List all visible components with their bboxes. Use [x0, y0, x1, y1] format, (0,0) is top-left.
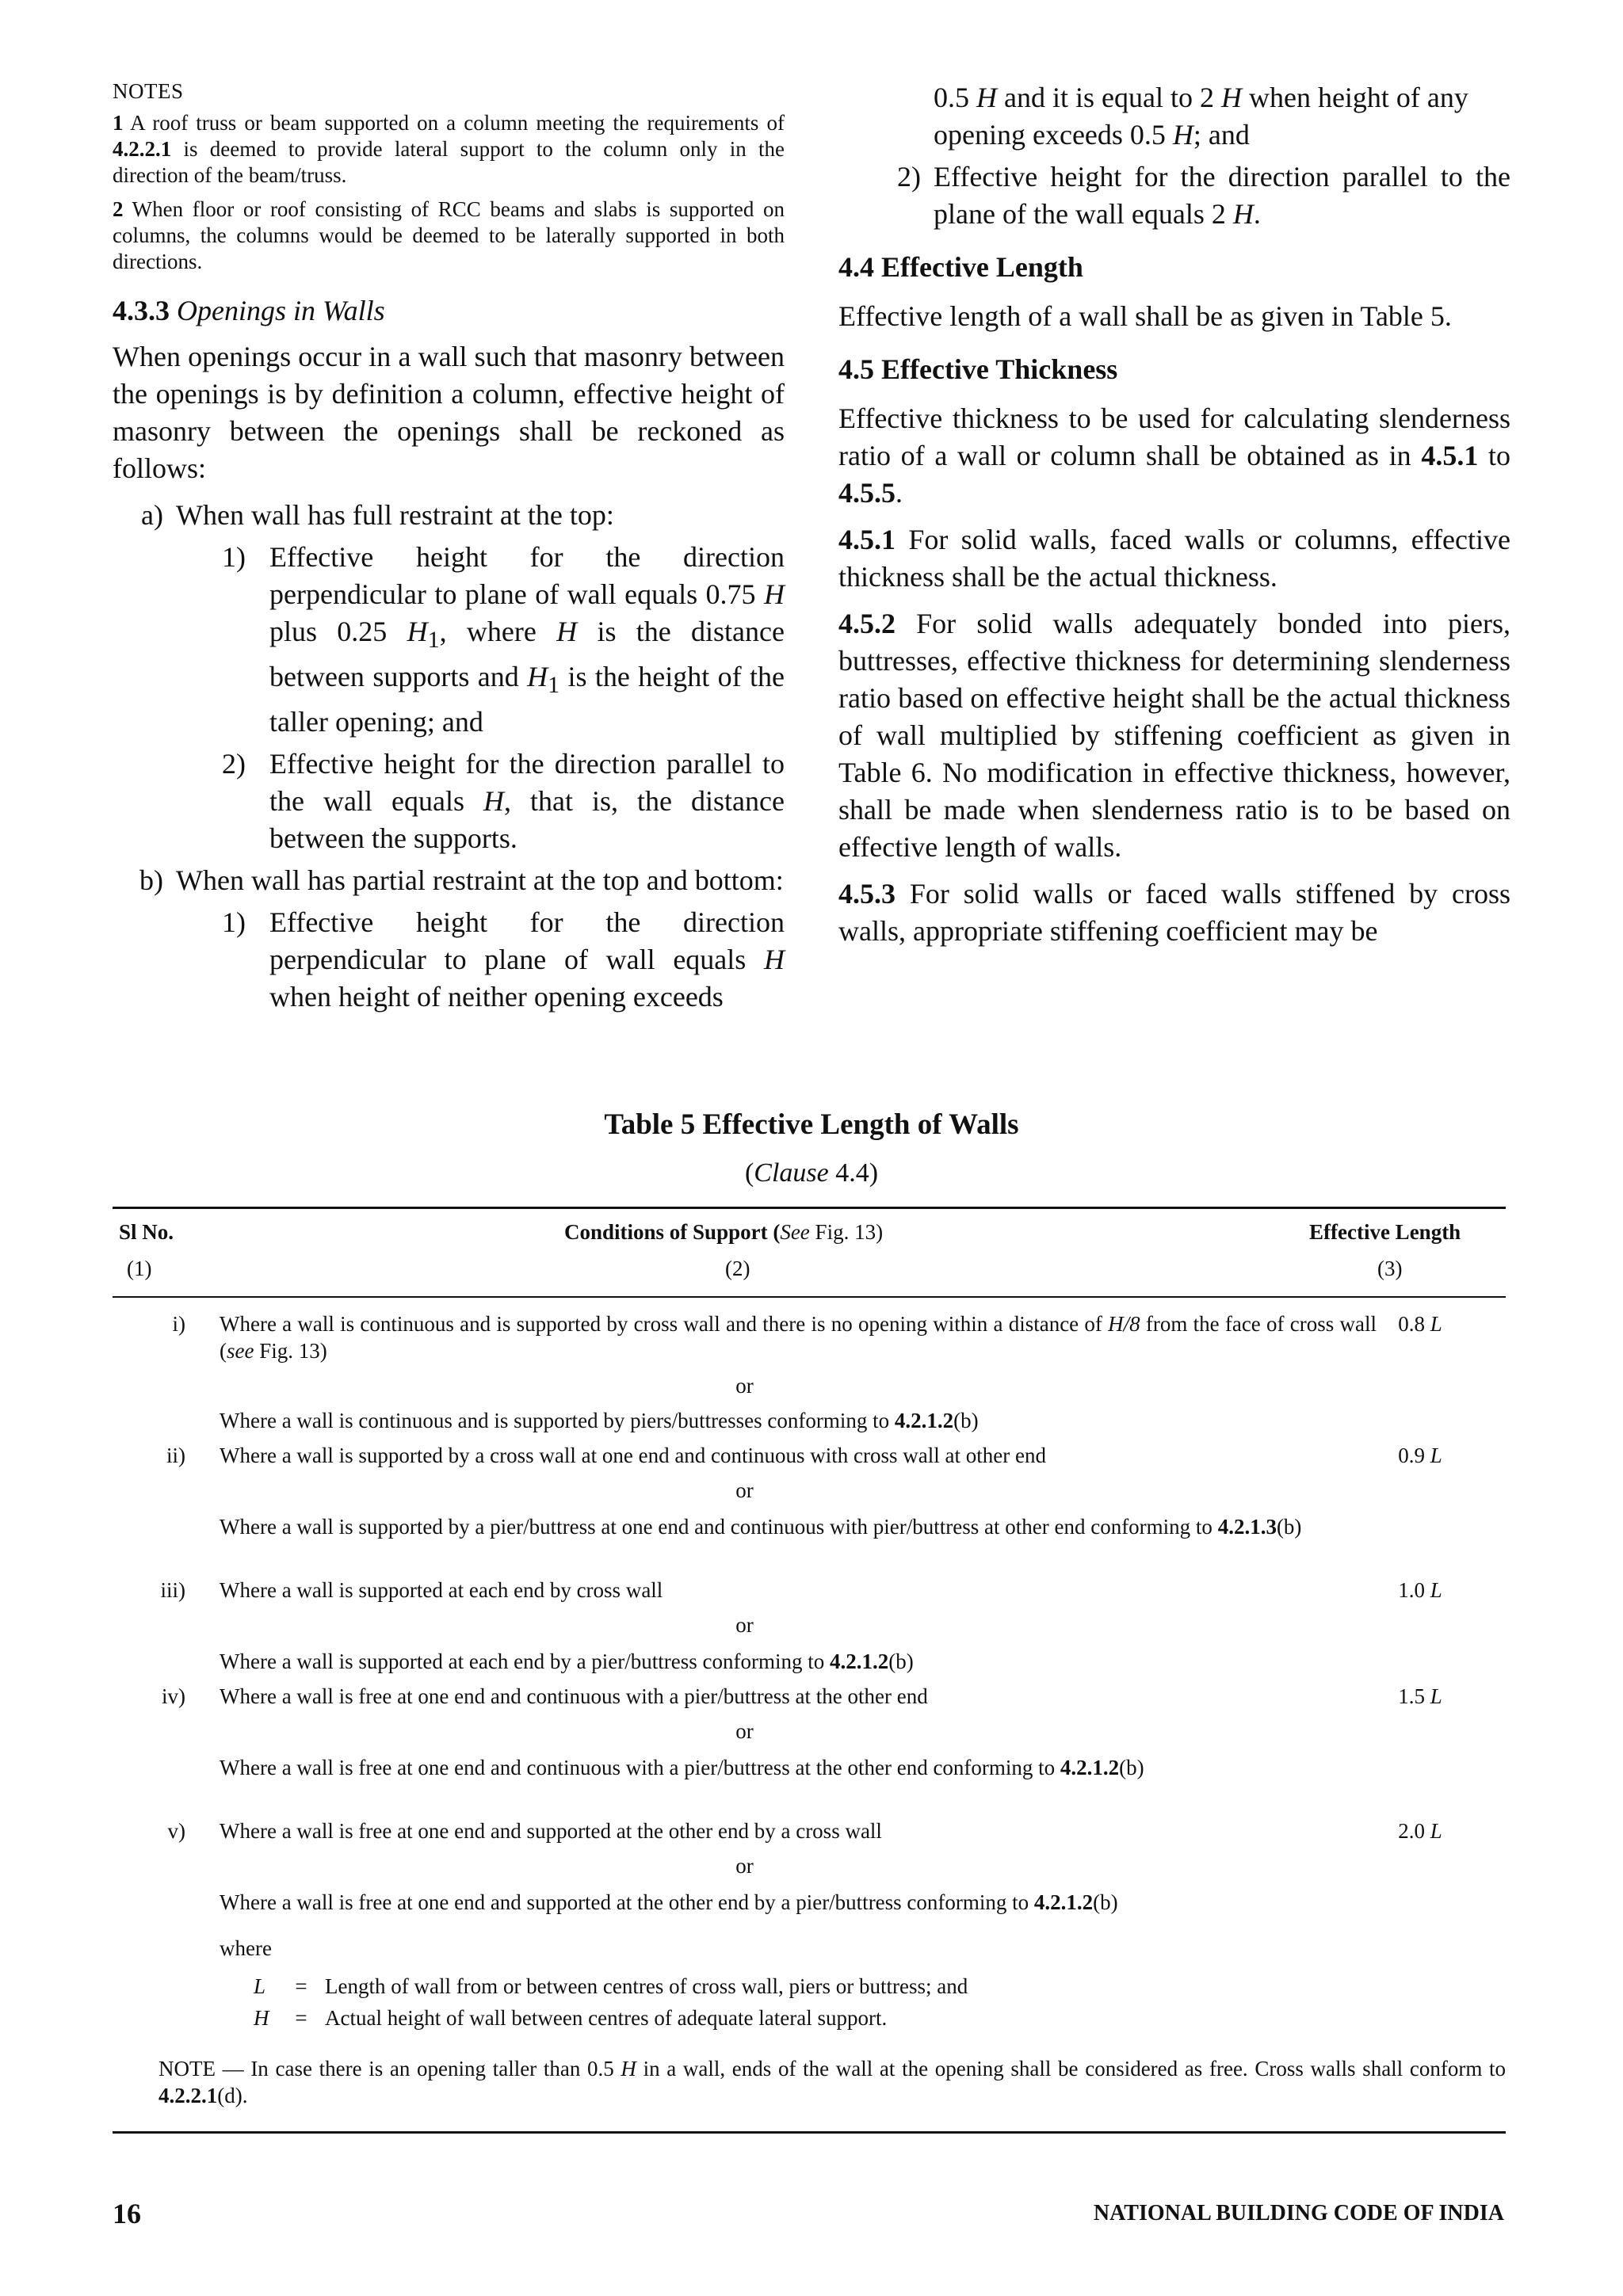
or-separator: or: [735, 1719, 754, 1743]
note-1: 1 A roof truss or beam supported on a column meeting the requirements of 4.2.2.1 is deemed to provide lateral support to the column only in the direction of the beam/truss.: [113, 111, 785, 187]
col-header-effective-length: Effective Length: [1309, 1220, 1461, 1244]
col-header-sl-no: Sl No.: [119, 1220, 174, 1244]
item-b1: 1) Effective height for the direction perpendicular to plane of wall equals H when height of neither opening exceeds: [222, 906, 785, 1013]
section-4-5-text: Effective thickness to be used for calculating slenderness ratio of a wall or column shall be obtained as in 4.5.1 to 4.5.5.: [838, 402, 1510, 509]
col-num-1: (1): [127, 1257, 152, 1280]
item-b1-continued: 0.5 H and it is equal to 2 H when height of any opening exceeds 0.5 H; and: [934, 82, 1468, 151]
item-b: b) When wall has partial restraint at the top and bottom:: [139, 864, 784, 897]
notes-heading: NOTES: [113, 79, 184, 103]
section-4-5-1: 4.5.1 For solid walls, faced walls or columns, effective thickness shall be the actual thickness.: [838, 524, 1510, 593]
running-footer: NATIONAL BUILDING CODE OF INDIA: [1093, 2201, 1504, 2225]
table-title: Table 5 Effective Length of Walls: [604, 1108, 1019, 1141]
item-a2: 2) Effective height for the direction parallel to the wall equals H, that is, the distance between the supports.: [222, 748, 785, 855]
or-separator: or: [735, 1374, 754, 1398]
item-a1: 1) Effective height for the direction perpendicular to plane of wall equals 0.75 H plus 0.25 $H_1$, where H is the distance between supports and $H_1$ is the height of the taller opening; and: [222, 541, 785, 738]
section-4-5-heading: 4.5 Effective Thickness: [838, 353, 1118, 385]
or-separator: or: [735, 1478, 754, 1502]
section-4-4-heading: 4.4 Effective Length: [838, 251, 1083, 283]
item-a: a) When wall has full restraint at the top:: [141, 499, 614, 531]
where-label: where: [220, 1936, 272, 1960]
section-4-5-3: 4.5.3 For solid walls or faced walls stiffened by cross walls, appropriate stiffening coefficient may be: [838, 878, 1510, 947]
definition-H: H = Actual height of wall between centres of adequate lateral support.: [254, 2006, 888, 2030]
section-4-5-2: 4.5.2 For solid walls adequately bonded into piers, buttresses, effective thickness for determining slenderness ratio based on effective height shall be the actual thickness of wall multiplied by stiffening coefficient as given in Table 6. No modification in effective thickness, however, shall be made when slenderness ratio is to be based on effective length of walls.: [838, 608, 1510, 863]
openings-intro: When openings occur in a wall such that masonry between the openings is by definition a column, effective height of masonry between the openings shall be reckoned as follows:: [113, 341, 785, 484]
section-4-3-3-heading: 4.3.3 Openings in Walls: [113, 295, 385, 326]
right-column: [838, 79, 1510, 959]
table-bottom-rule: [113, 2131, 1506, 2134]
left-column: [113, 79, 785, 1020]
or-separator: or: [735, 1613, 754, 1637]
table-clause-ref: (Clause 4.4): [744, 1158, 879, 1188]
page-number: 16: [113, 2198, 141, 2229]
table-top-rule: [113, 1207, 1506, 1209]
col-num-3: (3): [1377, 1257, 1403, 1280]
table-header-rule: [113, 1296, 1506, 1298]
col-num-2: (2): [725, 1257, 750, 1280]
note-2: 2 When floor or roof consisting of RCC beams and slabs is supported on columns, the columns would be deemed to be laterally supported in both directions.: [113, 197, 785, 273]
or-separator: or: [735, 1854, 754, 1878]
item-b2: 2) Effective height for the direction parallel to the plane of the wall equals 2 H.: [897, 161, 1510, 230]
col-header-conditions: Conditions of Support (See Fig. 13): [564, 1220, 884, 1244]
section-4-4-text: Effective length of a wall shall be as given in Table 5.: [838, 300, 1452, 332]
definition-L: L = Length of wall from or between centres of cross wall, piers or buttress; and: [254, 1974, 968, 1998]
document-page: NOTES 1 A roof truss or beam supported on a column meeting the requirements of 4.2.2.1 is deemed to provide lateral support to the column only in the direction of the beam/truss. 2 When floor or roof consisting of RCC beams and slabs is supported on columns, the columns would be deemed to be laterally supported in both directions. 4.3.3 Openings in Walls When openings occur in a wall such that masonry between the openings is by definition a column, effective height of masonry between the openings shall be reckoned as follows: a) When wall has full restraint at the top: 1) Effective height for the direction perpendicular to plane of wall equals 0.75 H plus 0.25 $H_1$, where H is the distance between supports and $H_1$ is the height of the taller opening; and 2) Effective height for the direction parallel to the wall equals H, that is, the distance between the supports. b) When wall has partial restraint at the top and bottom: 1) Effective height for the direction perpendicular to plane of wall equals H when height of neither opening exceeds 0.5 H and it is equal to 2 H when height of any opening exceeds 0.5 H; and 2) Effective height for the direction parallel to the plane of the wall equals 2 H. 4.4 Effective Length Effective length of a wall shall be as given in Table 5. 4.5 Effective Thickness Effective thickness to be used for calculating slenderness ratio of a wall or column shall be obtained as in 4.5.1 to 4.5.5. 4.5.1 For solid walls, faced walls or columns, effective thickness shall be the actual thickness. 4.5.2 For solid walls adequately bonded into piers, buttresses, effective thickness for determining slenderness ratio based on effective height shall be the actual thickness of wall multiplied by stiffening coefficient as given in Table 6. No modification in effective thickness, however, shall be made when slenderness ratio is to be based on effective length of walls. 4.5.3 For solid walls or faced walls stiffened by cross walls, appropriate stiffening coefficient may be Table 5 Effective Length of Walls (Clause 4.4) Sl No. Conditions of Support (See Fig. 13) Effective Length (1) (2) (3) i) Where a wall is continuous and is supported by cross wall and there is no opening within a distance of H/8 from the face of cross wall (see Fig. 13) 0.8 L or Where a wall is continuous and is supported by piers/buttresses conforming to 4.2.1.2(b) ii) Where a wall is supported by a cross wall at one end and continuous with cross wall at other end 0.9 L or Where a wall is supported by a pier/buttress at one end and continuous with pier/buttress at other end conforming to 4.2.1.3(b) iii) Where a wall is supported at each end by cross wall 1.0 L or Where a wall is supported at each end by a pier/buttress conforming to 4.2.1.2(b) iv) Where a wall is free at one end and continuous with a pier/buttress at the other end 1.5 L or Where a wall is free at one end and continuous with a pier/buttress at the other end conforming to 4.2.1.2(b) v) Where a wall is free at one end and supported at the other end by a cross wall 2.0 L or Where a wall is free at one end and supported at the other end by a pier/buttress conforming to 4.2.1.2(b) where L = Length of wall from or between centres of cross wall, piers or buttress; and H = Actual height of wall between centres of adequate lateral support. NOTE — In case there is an opening taller than 0.5 H in a wall, ends of the wall at the opening shall be considered as free. Cross walls shall conform to 4.2.2.1(d). 16 NATIONAL BUILDING CODE OF INDIA: [0, 0, 1623, 2296]
